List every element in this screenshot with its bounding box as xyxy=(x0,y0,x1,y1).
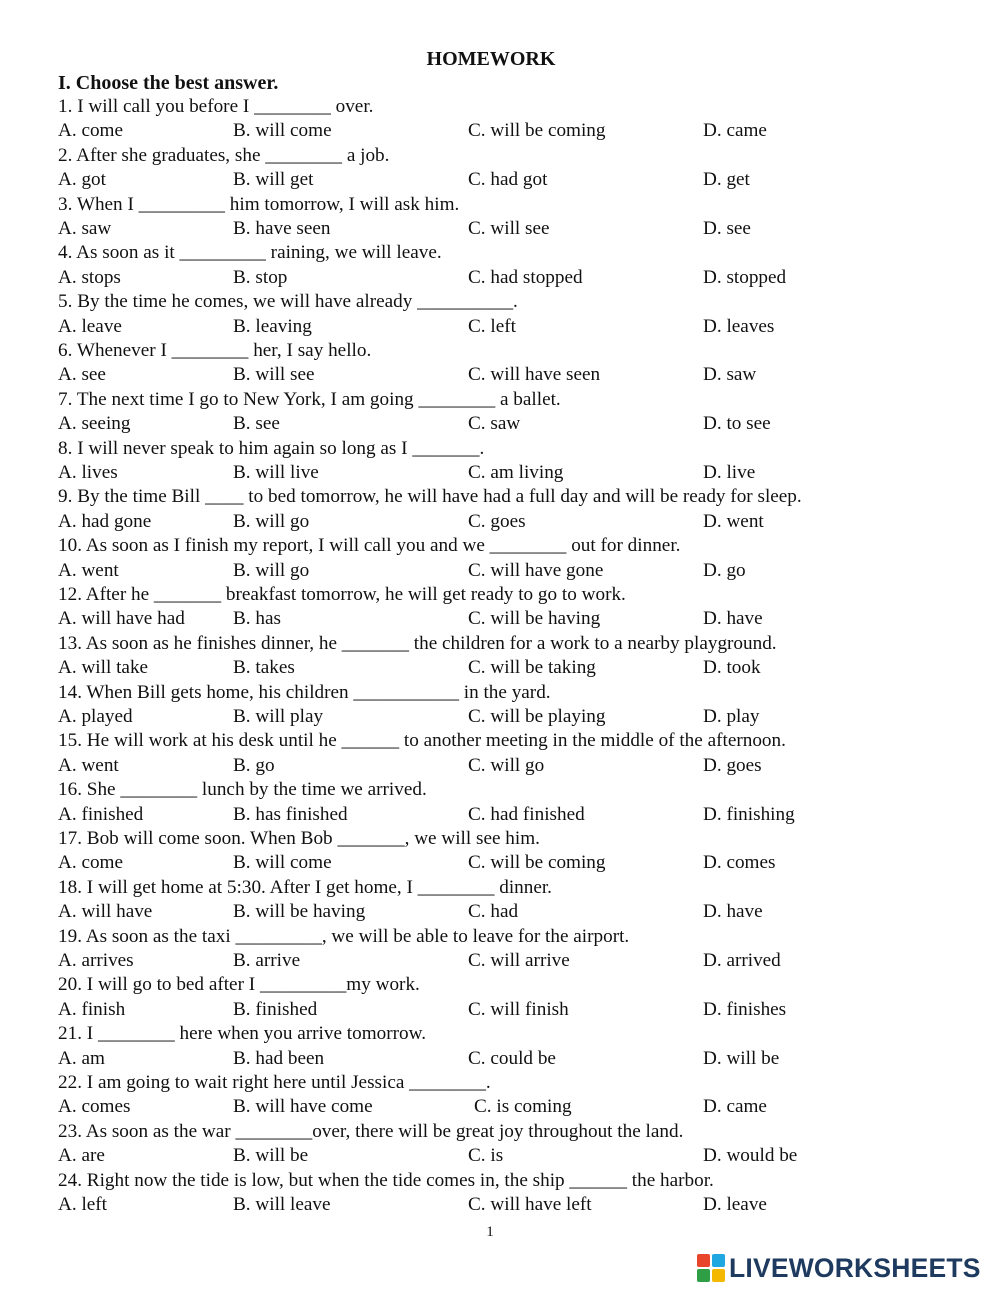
answer-option-c[interactable]: C. could be xyxy=(468,1047,556,1069)
question-stem: 20. I will go to bed after I _________my work. xyxy=(58,974,420,996)
answer-option-b[interactable]: B. see xyxy=(233,413,280,435)
answer-option-c[interactable]: C. had finished xyxy=(468,803,585,825)
answer-option-a[interactable]: A. got xyxy=(58,169,106,191)
answer-option-a[interactable]: A. will have xyxy=(58,901,153,923)
answer-option-a[interactable]: A. went xyxy=(58,559,119,581)
question-item xyxy=(58,144,988,193)
answer-option-b[interactable]: B. has xyxy=(233,608,281,630)
question-item xyxy=(58,973,988,1022)
question-stem: 21. I ________ here when you arrive tomorrow. xyxy=(58,1023,427,1045)
answer-option-d[interactable]: D. leaves xyxy=(703,315,775,337)
answer-option-c[interactable]: C. will be having xyxy=(468,608,601,630)
answer-options xyxy=(58,461,988,485)
answer-option-b[interactable]: B. will live xyxy=(233,461,319,483)
answer-options xyxy=(58,900,988,924)
answer-option-a[interactable]: A. seeing xyxy=(58,413,131,435)
answer-option-a[interactable]: A. had gone xyxy=(58,510,152,532)
answer-option-c[interactable]: C. will be coming xyxy=(468,120,606,142)
brand-name: LIVEWORKSHEETS xyxy=(729,1252,981,1283)
answer-option-c[interactable]: C. is coming xyxy=(474,1096,572,1118)
question-item xyxy=(58,534,988,583)
question-item xyxy=(58,778,988,827)
answer-option-b[interactable]: B. have seen xyxy=(233,217,331,239)
answer-option-c[interactable]: C. will finish xyxy=(468,998,569,1020)
page-number: 1 xyxy=(486,1224,494,1240)
answer-options xyxy=(58,1095,988,1119)
question-stem: 2. After she graduates, she ________ a job. xyxy=(58,144,390,166)
answer-options xyxy=(58,1193,988,1217)
logo-square-red xyxy=(697,1254,710,1267)
question-item xyxy=(58,827,988,876)
answer-options xyxy=(58,851,988,875)
answer-options xyxy=(58,315,988,339)
answer-option-d[interactable]: D. have xyxy=(703,901,763,923)
question-stem: 9. By the time Bill ____ to bed tomorrow, he will have had a full day and will be ready for sleep. xyxy=(58,486,802,508)
answer-option-a[interactable]: A. went xyxy=(58,754,119,776)
answer-options xyxy=(58,656,988,680)
answer-option-a[interactable]: A. saw xyxy=(58,217,112,239)
answer-options xyxy=(58,119,988,143)
answer-option-c[interactable]: C. will be taking xyxy=(468,657,596,679)
answer-option-c[interactable]: C. saw xyxy=(468,413,521,435)
question-item xyxy=(58,95,988,144)
page-title: HOMEWORK xyxy=(426,48,556,70)
liveworksheets-logo-icon xyxy=(697,1254,725,1282)
answer-options xyxy=(58,705,988,729)
answer-option-b[interactable]: B. will see xyxy=(233,364,315,386)
question-item xyxy=(58,241,988,290)
question-stem: 24. Right now the tide is low, but when the tide comes in, the ship ______ the harbor. xyxy=(58,1169,714,1191)
answer-option-a[interactable]: A. finished xyxy=(58,803,144,825)
answer-option-b[interactable]: B. will be xyxy=(233,1145,309,1167)
question-item xyxy=(58,339,988,388)
answer-options xyxy=(58,607,988,631)
question-item xyxy=(58,729,988,778)
question-item xyxy=(58,1071,988,1120)
answer-options xyxy=(58,363,988,387)
answer-option-c[interactable]: C. had stopped xyxy=(468,266,583,288)
answer-option-d[interactable]: D. comes xyxy=(703,852,776,874)
question-item xyxy=(58,485,988,534)
question-stem: 10. As soon as I finish my report, I will call you and we ________ out for dinner. xyxy=(58,535,681,557)
answer-option-d[interactable]: D. saw xyxy=(703,364,757,386)
question-item xyxy=(58,632,988,681)
answer-option-c[interactable]: C. will have seen xyxy=(468,364,601,386)
answer-option-a[interactable]: A. come xyxy=(58,120,124,142)
answer-option-b[interactable]: B. will leave xyxy=(233,1193,331,1215)
answer-option-d[interactable]: D. play xyxy=(703,705,760,727)
answer-option-a[interactable]: A. comes xyxy=(58,1096,131,1118)
answer-option-d[interactable]: D. go xyxy=(703,559,746,581)
answer-option-d[interactable]: D. leave xyxy=(703,1193,767,1215)
answer-option-b[interactable]: B. leaving xyxy=(233,315,312,337)
answer-option-c[interactable]: C. goes xyxy=(468,510,526,532)
question-stem: 17. Bob will come soon. When Bob _______, we will see him. xyxy=(58,827,540,849)
answer-option-d[interactable]: D. would be xyxy=(703,1145,798,1167)
answer-option-b[interactable]: B. stop xyxy=(233,266,288,288)
question-stem: 14. When Bill gets home, his children ___________ in the yard. xyxy=(58,681,551,703)
answer-options xyxy=(58,266,988,290)
question-item xyxy=(58,1120,988,1169)
question-stem: 3. When I _________ him tomorrow, I will ask him. xyxy=(58,193,460,215)
question-item xyxy=(58,1022,988,1071)
answer-option-c[interactable]: C. will arrive xyxy=(468,949,570,971)
answer-options xyxy=(58,510,988,534)
answer-option-b[interactable]: B. will go xyxy=(233,510,310,532)
question-item xyxy=(58,583,988,632)
answer-option-c[interactable]: C. left xyxy=(468,315,516,337)
logo-square-green xyxy=(697,1269,710,1282)
question-item xyxy=(58,388,988,437)
answer-option-b[interactable]: B. will be having xyxy=(233,901,366,923)
question-item xyxy=(58,437,988,486)
answer-option-c[interactable]: C. had got xyxy=(468,169,548,191)
question-stem: 16. She ________ lunch by the time we arrived. xyxy=(58,779,427,801)
answer-option-d[interactable]: D. will be xyxy=(703,1047,780,1069)
answer-options xyxy=(58,1144,988,1168)
answer-option-a[interactable]: A. are xyxy=(58,1145,105,1167)
answer-options xyxy=(58,1047,988,1071)
answer-option-b[interactable]: B. will have come xyxy=(233,1096,373,1118)
answer-option-a[interactable]: A. played xyxy=(58,705,133,727)
answer-option-a[interactable]: A. finish xyxy=(58,998,126,1020)
answer-option-b[interactable]: B. go xyxy=(233,754,275,776)
answer-option-a[interactable]: A. left xyxy=(58,1193,108,1215)
answer-options xyxy=(58,949,988,973)
question-item xyxy=(58,193,988,242)
question-stem: 1. I will call you before I ________ over. xyxy=(58,96,374,117)
question-list xyxy=(58,95,988,1217)
question-stem: 8. I will never speak to him again so long as I _______. xyxy=(58,437,485,459)
answer-option-a[interactable]: A. come xyxy=(58,852,124,874)
answer-option-b[interactable]: B. takes xyxy=(233,657,295,679)
answer-option-a[interactable]: A. am xyxy=(58,1047,105,1069)
question-stem: 12. After he _______ breakfast tomorrow, he will get ready to go to work. xyxy=(58,583,626,605)
logo-square-blue xyxy=(712,1254,725,1267)
answer-option-a[interactable]: A. will take xyxy=(58,657,149,679)
answer-option-b[interactable]: B. will play xyxy=(233,705,324,727)
answer-option-d[interactable]: D. goes xyxy=(703,754,762,776)
question-stem: 15. He will work at his desk until he ______ to another meeting in the middle of the afternoon. xyxy=(58,730,786,752)
answer-option-c[interactable]: C. will see xyxy=(468,217,550,239)
question-item xyxy=(58,1169,988,1218)
answer-options xyxy=(58,998,988,1022)
answer-option-c[interactable]: C. had xyxy=(468,901,519,923)
section-heading: I. Choose the best answer. xyxy=(58,72,279,94)
question-item xyxy=(58,876,988,925)
answer-option-a[interactable]: A. will have had xyxy=(58,608,185,630)
answer-option-d[interactable]: D. live xyxy=(703,461,756,483)
answer-option-d[interactable]: D. to see xyxy=(703,413,771,435)
answer-options xyxy=(58,168,988,192)
answer-options xyxy=(58,217,988,241)
answer-options xyxy=(58,412,988,436)
answer-option-d[interactable]: D. finishes xyxy=(703,998,787,1020)
answer-option-b[interactable]: B. will come xyxy=(233,120,332,142)
answer-option-c[interactable]: C. will have left xyxy=(468,1193,592,1215)
answer-option-d[interactable]: D. went xyxy=(703,510,764,532)
answer-option-b[interactable]: B. had been xyxy=(233,1047,325,1069)
answer-option-a[interactable]: A. see xyxy=(58,364,106,386)
answer-option-d[interactable]: D. have xyxy=(703,608,763,630)
answer-options xyxy=(58,559,988,583)
answer-option-c[interactable]: C. am living xyxy=(468,461,564,483)
answer-option-b[interactable]: B. will go xyxy=(233,559,310,581)
answer-option-d[interactable]: D. see xyxy=(703,217,751,239)
answer-option-d[interactable]: D. stopped xyxy=(703,266,787,288)
answer-option-c[interactable]: C. is xyxy=(468,1145,504,1167)
answer-option-d[interactable]: D. get xyxy=(703,169,750,191)
answer-option-c[interactable]: C. will go xyxy=(468,754,545,776)
answer-option-a[interactable]: A. lives xyxy=(58,461,118,483)
answer-options xyxy=(58,754,988,778)
question-stem: 23. As soon as the war ________over, there will be great joy throughout the land. xyxy=(58,1120,684,1142)
logo-square-yellow xyxy=(712,1269,725,1282)
brand-logo xyxy=(697,1251,981,1285)
question-stem: 5. By the time he comes, we will have already __________. xyxy=(58,291,518,313)
answer-option-b[interactable]: B. has finished xyxy=(233,803,348,825)
answer-option-b[interactable]: B. finished xyxy=(233,998,318,1020)
answer-option-b[interactable]: B. will come xyxy=(233,852,332,874)
answer-option-d[interactable]: D. finishing xyxy=(703,803,795,825)
answer-option-a[interactable]: A. stops xyxy=(58,266,121,288)
answer-option-c[interactable]: C. will have gone xyxy=(468,559,604,581)
answer-option-d[interactable]: D. arrived xyxy=(703,949,781,971)
question-stem: 19. As soon as the taxi _________, we will be able to leave for the airport. xyxy=(58,925,630,947)
question-item xyxy=(58,681,988,730)
answer-option-c[interactable]: C. will be coming xyxy=(468,852,606,874)
question-stem: 6. Whenever I ________ her, I say hello. xyxy=(58,339,372,361)
question-stem: 7. The next time I go to New York, I am going ________ a ballet. xyxy=(58,388,561,410)
answer-option-d[interactable]: D. came xyxy=(703,120,767,142)
answer-option-c[interactable]: C. will be playing xyxy=(468,705,606,727)
question-stem: 22. I am going to wait right here until Jessica ________. xyxy=(58,1071,491,1093)
question-stem: 18. I will get home at 5:30. After I get home, I ________ dinner. xyxy=(58,876,552,898)
question-item xyxy=(58,925,988,974)
question-item xyxy=(58,290,988,339)
answer-option-d[interactable]: D. took xyxy=(703,657,761,679)
answer-option-b[interactable]: B. arrive xyxy=(233,949,301,971)
answer-option-b[interactable]: B. will get xyxy=(233,169,314,191)
answer-option-a[interactable]: A. arrives xyxy=(58,949,134,971)
answer-options xyxy=(58,803,988,827)
question-stem: 13. As soon as he finishes dinner, he _______ the children for a work to a nearby playground. xyxy=(58,632,777,654)
question-stem: 4. As soon as it _________ raining, we will leave. xyxy=(58,242,442,264)
answer-option-a[interactable]: A. leave xyxy=(58,315,122,337)
answer-option-d[interactable]: D. came xyxy=(703,1096,767,1118)
